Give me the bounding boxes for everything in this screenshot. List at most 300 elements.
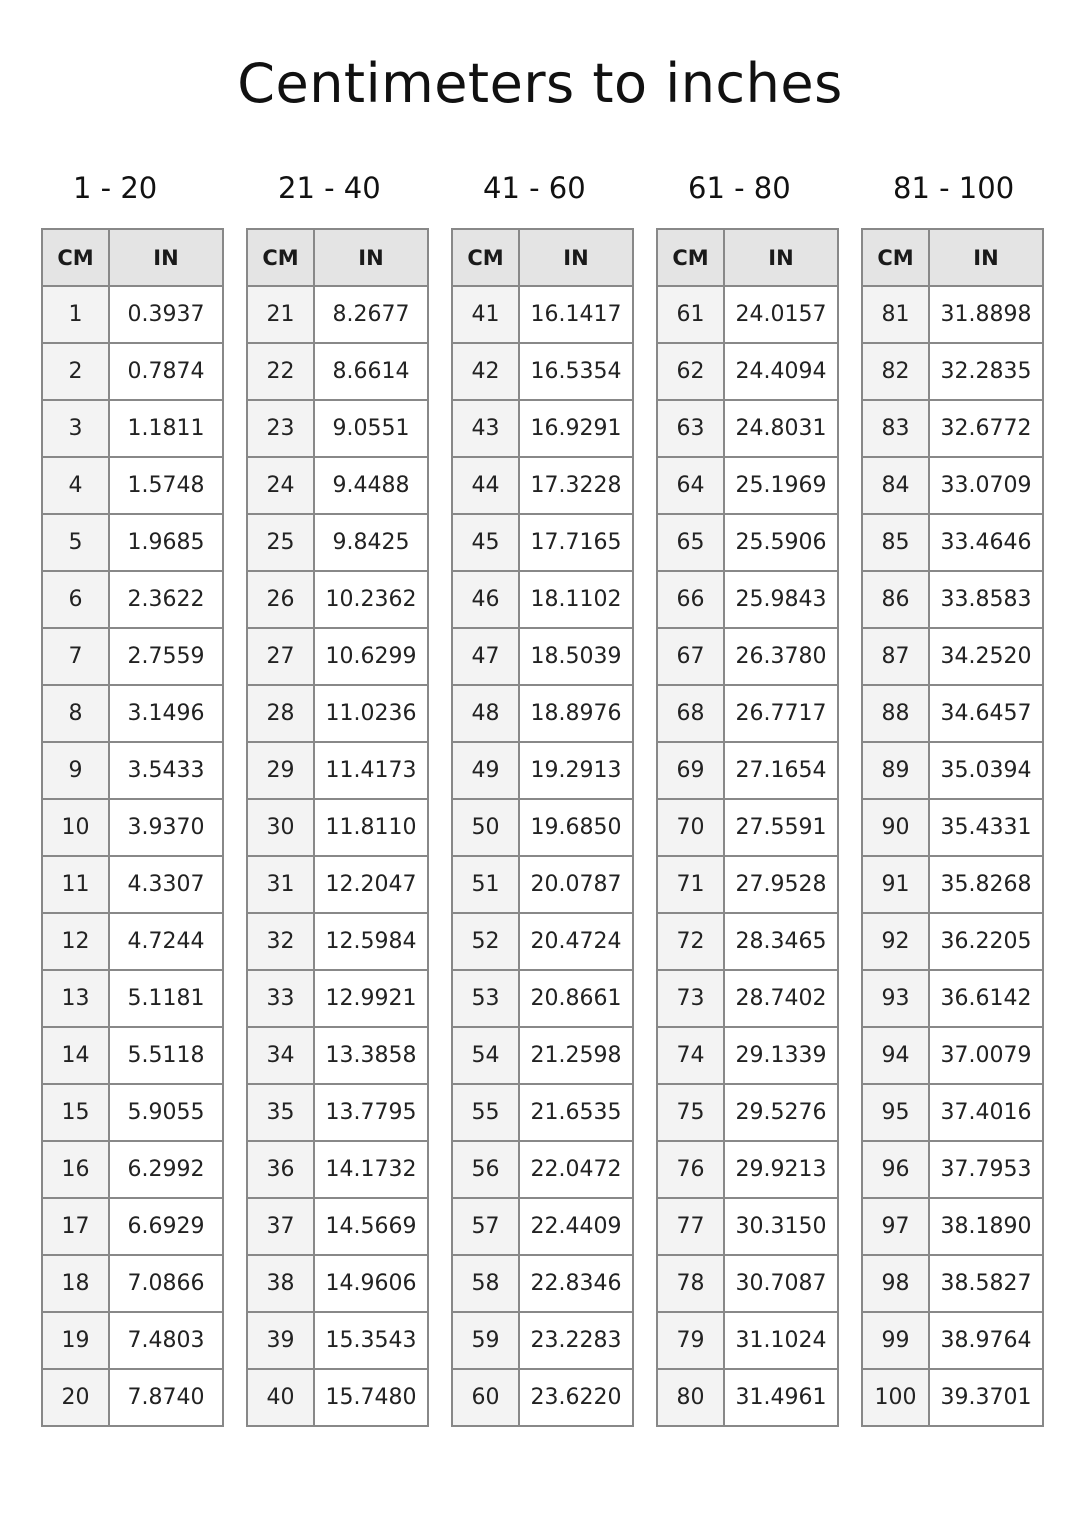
cm-value: 91 (862, 856, 929, 913)
inch-value: 26.7717 (724, 685, 838, 742)
inch-value: 7.0866 (109, 1255, 223, 1312)
cm-value: 69 (657, 742, 724, 799)
cm-column-header: CM (42, 229, 109, 286)
inch-value: 8.6614 (314, 343, 428, 400)
table-row (657, 1369, 838, 1426)
inch-value: 0.7874 (109, 343, 223, 400)
inch-value: 5.1181 (109, 970, 223, 1027)
inch-value: 37.4016 (929, 1084, 1043, 1141)
cm-value: 77 (657, 1198, 724, 1255)
inch-value: 23.6220 (519, 1369, 633, 1426)
cm-value: 22 (247, 343, 314, 400)
inch-value: 5.5118 (109, 1027, 223, 1084)
table-row (657, 343, 838, 400)
cm-value: 52 (452, 913, 519, 970)
cm-value: 76 (657, 1141, 724, 1198)
table-row (42, 799, 223, 856)
cm-value: 16 (42, 1141, 109, 1198)
inch-value: 12.9921 (314, 970, 428, 1027)
cm-column-header: CM (657, 229, 724, 286)
cm-value: 96 (862, 1141, 929, 1198)
cm-value: 71 (657, 856, 724, 913)
cm-value: 85 (862, 514, 929, 571)
table-row (42, 1312, 223, 1369)
cm-value: 23 (247, 400, 314, 457)
inch-value: 33.0709 (929, 457, 1043, 514)
inch-value: 17.7165 (519, 514, 633, 571)
cm-value: 13 (42, 970, 109, 1027)
in-column-header: IN (519, 229, 633, 286)
table-row (862, 514, 1043, 571)
cm-value: 94 (862, 1027, 929, 1084)
table-row (452, 799, 633, 856)
table-row (657, 514, 838, 571)
table-row (247, 1027, 428, 1084)
inch-value: 7.4803 (109, 1312, 223, 1369)
cm-value: 42 (452, 343, 519, 400)
cm-value: 47 (452, 628, 519, 685)
inch-value: 1.1811 (109, 400, 223, 457)
cm-value: 3 (42, 400, 109, 457)
table-row (42, 628, 223, 685)
table-row (42, 286, 223, 343)
table-row (657, 856, 838, 913)
cm-value: 30 (247, 799, 314, 856)
table-row (42, 343, 223, 400)
conversion-table (861, 228, 1044, 1427)
inch-value: 25.5906 (724, 514, 838, 571)
table-row (247, 1312, 428, 1369)
inch-value: 36.2205 (929, 913, 1043, 970)
inch-value: 18.5039 (519, 628, 633, 685)
cm-value: 83 (862, 400, 929, 457)
inch-value: 6.2992 (109, 1141, 223, 1198)
inch-value: 10.2362 (314, 571, 428, 628)
table-row (247, 1141, 428, 1198)
inch-value: 15.3543 (314, 1312, 428, 1369)
table-row (657, 1198, 838, 1255)
cm-value: 40 (247, 1369, 314, 1426)
table-row (862, 856, 1043, 913)
table-row (42, 400, 223, 457)
table-header-row (862, 229, 1043, 286)
inch-value: 20.4724 (519, 913, 633, 970)
table-row (862, 400, 1043, 457)
range-label: 61 - 80 (688, 171, 791, 205)
table-row (247, 742, 428, 799)
cm-value: 45 (452, 514, 519, 571)
table-row (247, 514, 428, 571)
table-row (862, 1312, 1043, 1369)
cm-value: 74 (657, 1027, 724, 1084)
inch-value: 39.3701 (929, 1369, 1043, 1426)
table-row (452, 286, 633, 343)
table-row (247, 343, 428, 400)
cm-value: 64 (657, 457, 724, 514)
cm-value: 38 (247, 1255, 314, 1312)
table-row (247, 913, 428, 970)
page-title: Centimeters to inches (237, 52, 843, 115)
inch-value: 22.4409 (519, 1198, 633, 1255)
table-row (42, 742, 223, 799)
cm-value: 26 (247, 571, 314, 628)
inch-value: 12.2047 (314, 856, 428, 913)
table-row (452, 913, 633, 970)
inch-value: 35.4331 (929, 799, 1043, 856)
cm-value: 84 (862, 457, 929, 514)
table-row (657, 1084, 838, 1141)
table-row (247, 799, 428, 856)
cm-value: 79 (657, 1312, 724, 1369)
range-group (861, 165, 1042, 1410)
conversion-table (451, 228, 634, 1427)
cm-value: 58 (452, 1255, 519, 1312)
table-row (452, 628, 633, 685)
table-row (862, 571, 1043, 628)
table-row (452, 685, 633, 742)
table-row (247, 1255, 428, 1312)
inch-value: 10.6299 (314, 628, 428, 685)
table-row (452, 1141, 633, 1198)
table-row (657, 457, 838, 514)
cm-value: 25 (247, 514, 314, 571)
table-row (657, 286, 838, 343)
cm-column-header: CM (452, 229, 519, 286)
inch-value: 14.9606 (314, 1255, 428, 1312)
cm-value: 7 (42, 628, 109, 685)
inch-value: 29.1339 (724, 1027, 838, 1084)
inch-value: 21.2598 (519, 1027, 633, 1084)
cm-value: 44 (452, 457, 519, 514)
inch-value: 12.5984 (314, 913, 428, 970)
cm-value: 98 (862, 1255, 929, 1312)
table-row (862, 343, 1043, 400)
range-group (246, 165, 427, 1410)
table-row (452, 856, 633, 913)
inch-value: 1.9685 (109, 514, 223, 571)
cm-value: 55 (452, 1084, 519, 1141)
table-row (452, 1027, 633, 1084)
table-header-row (657, 229, 838, 286)
table-row (42, 457, 223, 514)
table-row (862, 799, 1043, 856)
cm-value: 72 (657, 913, 724, 970)
in-column-header: IN (109, 229, 223, 286)
cm-value: 48 (452, 685, 519, 742)
table-row (657, 685, 838, 742)
inch-value: 3.1496 (109, 685, 223, 742)
inch-value: 21.6535 (519, 1084, 633, 1141)
table-row (42, 1027, 223, 1084)
cm-value: 41 (452, 286, 519, 343)
table-row (657, 1027, 838, 1084)
conversion-table (41, 228, 224, 1427)
inch-value: 14.5669 (314, 1198, 428, 1255)
cm-value: 68 (657, 685, 724, 742)
table-row (452, 571, 633, 628)
inch-value: 3.9370 (109, 799, 223, 856)
table-header-row (247, 229, 428, 286)
cm-value: 36 (247, 1141, 314, 1198)
table-row (452, 1369, 633, 1426)
table-row (657, 1141, 838, 1198)
table-row (42, 913, 223, 970)
table-row (657, 1255, 838, 1312)
inch-value: 33.8583 (929, 571, 1043, 628)
cm-value: 65 (657, 514, 724, 571)
inch-value: 11.0236 (314, 685, 428, 742)
table-row (862, 286, 1043, 343)
inch-value: 30.7087 (724, 1255, 838, 1312)
table-row (657, 400, 838, 457)
inch-value: 35.0394 (929, 742, 1043, 799)
cm-value: 100 (862, 1369, 929, 1426)
inch-value: 9.4488 (314, 457, 428, 514)
inch-value: 31.4961 (724, 1369, 838, 1426)
cm-value: 75 (657, 1084, 724, 1141)
in-column-header: IN (929, 229, 1043, 286)
table-row (42, 970, 223, 1027)
inch-value: 7.8740 (109, 1369, 223, 1426)
range-label: 41 - 60 (483, 171, 586, 205)
table-row (862, 970, 1043, 1027)
cm-value: 63 (657, 400, 724, 457)
inch-value: 20.8661 (519, 970, 633, 1027)
in-column-header: IN (724, 229, 838, 286)
table-row (862, 457, 1043, 514)
table-row (862, 913, 1043, 970)
table-row (42, 514, 223, 571)
inch-value: 31.8898 (929, 286, 1043, 343)
inch-value: 4.7244 (109, 913, 223, 970)
table-row (247, 970, 428, 1027)
table-row (862, 1141, 1043, 1198)
conversion-table (246, 228, 429, 1427)
inch-value: 37.7953 (929, 1141, 1043, 1198)
cm-value: 82 (862, 343, 929, 400)
table-row (862, 1027, 1043, 1084)
cm-value: 90 (862, 799, 929, 856)
cm-column-header: CM (247, 229, 314, 286)
inch-value: 38.9764 (929, 1312, 1043, 1369)
cm-value: 73 (657, 970, 724, 1027)
inch-value: 24.8031 (724, 400, 838, 457)
table-row (452, 1198, 633, 1255)
inch-value: 20.0787 (519, 856, 633, 913)
inch-value: 28.7402 (724, 970, 838, 1027)
inch-value: 29.9213 (724, 1141, 838, 1198)
inch-value: 29.5276 (724, 1084, 838, 1141)
cm-value: 88 (862, 685, 929, 742)
cm-value: 78 (657, 1255, 724, 1312)
inch-value: 32.2835 (929, 343, 1043, 400)
cm-value: 51 (452, 856, 519, 913)
inch-value: 25.1969 (724, 457, 838, 514)
table-row (452, 742, 633, 799)
cm-value: 81 (862, 286, 929, 343)
table-row (657, 913, 838, 970)
inch-value: 36.6142 (929, 970, 1043, 1027)
inch-value: 19.6850 (519, 799, 633, 856)
inch-value: 27.1654 (724, 742, 838, 799)
cm-value: 66 (657, 571, 724, 628)
cm-value: 39 (247, 1312, 314, 1369)
cm-value: 92 (862, 913, 929, 970)
cm-value: 56 (452, 1141, 519, 1198)
cm-value: 5 (42, 514, 109, 571)
table-row (247, 1198, 428, 1255)
inch-value: 32.6772 (929, 400, 1043, 457)
table-row (452, 1312, 633, 1369)
cm-value: 87 (862, 628, 929, 685)
inch-value: 1.5748 (109, 457, 223, 514)
inch-value: 11.8110 (314, 799, 428, 856)
inch-value: 33.4646 (929, 514, 1043, 571)
inch-value: 9.8425 (314, 514, 428, 571)
cm-value: 61 (657, 286, 724, 343)
cm-value: 43 (452, 400, 519, 457)
inch-value: 31.1024 (724, 1312, 838, 1369)
cm-value: 80 (657, 1369, 724, 1426)
cm-value: 2 (42, 343, 109, 400)
cm-value: 34 (247, 1027, 314, 1084)
cm-value: 49 (452, 742, 519, 799)
inch-value: 16.5354 (519, 343, 633, 400)
cm-value: 37 (247, 1198, 314, 1255)
table-row (862, 685, 1043, 742)
inch-value: 15.7480 (314, 1369, 428, 1426)
inch-value: 18.8976 (519, 685, 633, 742)
inch-value: 4.3307 (109, 856, 223, 913)
in-column-header: IN (314, 229, 428, 286)
cm-value: 24 (247, 457, 314, 514)
inch-value: 37.0079 (929, 1027, 1043, 1084)
cm-value: 99 (862, 1312, 929, 1369)
inch-value: 35.8268 (929, 856, 1043, 913)
cm-value: 67 (657, 628, 724, 685)
cm-value: 27 (247, 628, 314, 685)
cm-value: 18 (42, 1255, 109, 1312)
cm-value: 29 (247, 742, 314, 799)
table-row (452, 1255, 633, 1312)
cm-value: 33 (247, 970, 314, 1027)
range-group (451, 165, 632, 1410)
conversion-table (656, 228, 839, 1427)
cm-value: 97 (862, 1198, 929, 1255)
inch-value: 22.0472 (519, 1141, 633, 1198)
inch-value: 26.3780 (724, 628, 838, 685)
inch-value: 34.2520 (929, 628, 1043, 685)
table-row (452, 457, 633, 514)
cm-value: 35 (247, 1084, 314, 1141)
cm-value: 59 (452, 1312, 519, 1369)
inch-value: 24.0157 (724, 286, 838, 343)
table-row (452, 1084, 633, 1141)
range-label: 81 - 100 (893, 171, 1015, 205)
table-row (42, 1084, 223, 1141)
cm-value: 15 (42, 1084, 109, 1141)
table-row (247, 400, 428, 457)
cm-value: 62 (657, 343, 724, 400)
inch-value: 14.1732 (314, 1141, 428, 1198)
cm-value: 6 (42, 571, 109, 628)
range-group (656, 165, 837, 1410)
table-row (42, 571, 223, 628)
table-row (657, 571, 838, 628)
inch-value: 18.1102 (519, 571, 633, 628)
table-row (247, 628, 428, 685)
cm-value: 28 (247, 685, 314, 742)
inch-value: 25.9843 (724, 571, 838, 628)
inch-value: 8.2677 (314, 286, 428, 343)
inch-value: 13.3858 (314, 1027, 428, 1084)
cm-value: 19 (42, 1312, 109, 1369)
table-row (247, 856, 428, 913)
table-row (862, 1084, 1043, 1141)
cm-value: 57 (452, 1198, 519, 1255)
range-label: 1 - 20 (73, 171, 158, 205)
cm-value: 9 (42, 742, 109, 799)
inch-value: 24.4094 (724, 343, 838, 400)
cm-value: 86 (862, 571, 929, 628)
inch-value: 34.6457 (929, 685, 1043, 742)
cm-value: 21 (247, 286, 314, 343)
inch-value: 30.3150 (724, 1198, 838, 1255)
range-label: 21 - 40 (278, 171, 381, 205)
inch-value: 27.9528 (724, 856, 838, 913)
cm-value: 14 (42, 1027, 109, 1084)
inch-value: 16.1417 (519, 286, 633, 343)
table-row (247, 571, 428, 628)
cm-value: 31 (247, 856, 314, 913)
cm-value: 1 (42, 286, 109, 343)
cm-value: 32 (247, 913, 314, 970)
cm-column-header: CM (862, 229, 929, 286)
inch-value: 11.4173 (314, 742, 428, 799)
cm-value: 4 (42, 457, 109, 514)
range-group (41, 165, 222, 1410)
cm-value: 50 (452, 799, 519, 856)
inch-value: 16.9291 (519, 400, 633, 457)
table-row (862, 1198, 1043, 1255)
cm-value: 95 (862, 1084, 929, 1141)
table-row (247, 685, 428, 742)
cm-value: 60 (452, 1369, 519, 1426)
table-row (862, 1255, 1043, 1312)
table-row (42, 1141, 223, 1198)
cm-value: 17 (42, 1198, 109, 1255)
inch-value: 3.5433 (109, 742, 223, 799)
table-row (42, 1255, 223, 1312)
inch-value: 22.8346 (519, 1255, 633, 1312)
table-row (657, 1312, 838, 1369)
table-row (862, 628, 1043, 685)
table-row (42, 685, 223, 742)
table-header-row (452, 229, 633, 286)
inch-value: 38.1890 (929, 1198, 1043, 1255)
table-row (657, 970, 838, 1027)
cm-value: 53 (452, 970, 519, 1027)
table-row (862, 742, 1043, 799)
table-row (657, 799, 838, 856)
cm-value: 12 (42, 913, 109, 970)
cm-value: 10 (42, 799, 109, 856)
table-row (247, 286, 428, 343)
inch-value: 2.7559 (109, 628, 223, 685)
inch-value: 17.3228 (519, 457, 633, 514)
inch-value: 6.6929 (109, 1198, 223, 1255)
table-row (247, 1084, 428, 1141)
